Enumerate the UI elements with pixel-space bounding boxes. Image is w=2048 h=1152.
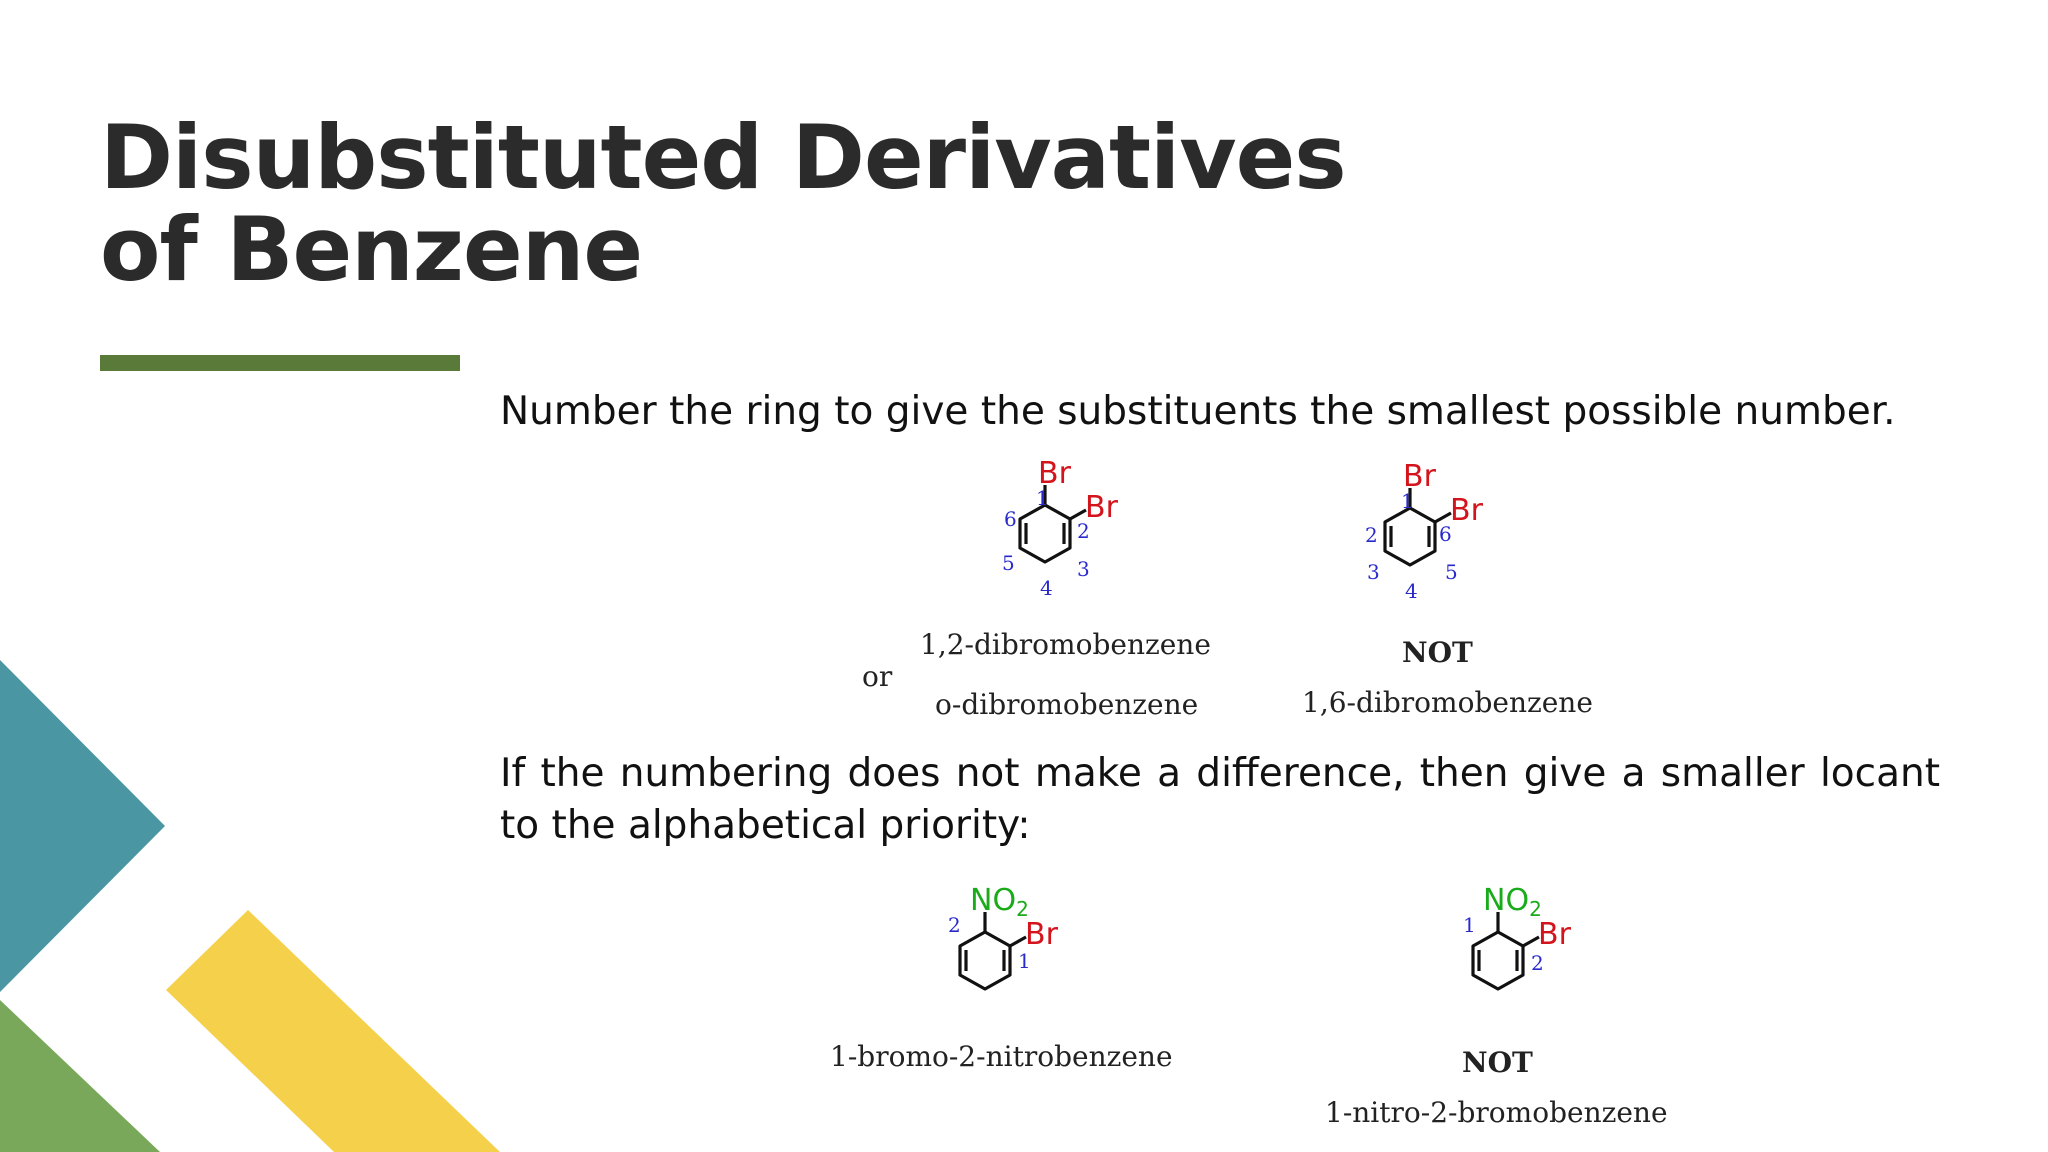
svg-text:3: 3	[1077, 557, 1090, 581]
name-1-6-dibromobenzene: 1,6-dibromobenzene	[1302, 686, 1593, 719]
molecule-1-nitro-2-bromobenzene	[1443, 880, 1623, 1030]
svg-text:5: 5	[1002, 551, 1015, 575]
nitro-group: $NO_2$	[970, 883, 1029, 921]
slide-title	[100, 106, 1346, 301]
svg-text:3: 3	[1367, 560, 1380, 584]
svg-text:2: 2	[1077, 519, 1090, 543]
not-label-2: NOT	[1462, 1046, 1533, 1079]
green-triangle	[0, 1000, 160, 1152]
bromine-atom-side: Br	[1450, 493, 1483, 528]
molecule-1-bromo-2-nitrobenzene	[930, 880, 1110, 1030]
nitro-group: $NO_2$	[1483, 883, 1542, 921]
svg-text:4: 4	[1040, 576, 1053, 600]
teal-chevron	[0, 660, 165, 992]
or-label: or	[862, 660, 893, 693]
svg-text:1: 1	[1463, 913, 1476, 937]
svg-text:2: 2	[1365, 523, 1378, 547]
name-1-2-dibromobenzene: 1,2-dibromobenzene	[920, 628, 1211, 661]
not-label-1: NOT	[1402, 636, 1473, 669]
svg-text:1: 1	[1018, 949, 1031, 973]
yellow-stripe	[166, 910, 500, 1152]
title-line-2: of Benzene	[100, 198, 643, 301]
bromine-atom-side: Br	[1085, 490, 1118, 525]
svg-text:2: 2	[1531, 951, 1544, 975]
svg-text:2: 2	[948, 913, 961, 937]
bromine-atom-top: Br	[1403, 459, 1436, 494]
bromine-atom: Br	[1538, 917, 1571, 952]
svg-text:1: 1	[1036, 486, 1049, 510]
molecule-1-6-dibromobenzene	[1355, 458, 1525, 618]
molecule-1-2-dibromobenzene	[990, 455, 1160, 615]
svg-text:4: 4	[1405, 579, 1418, 603]
title-line-1: Disubstituted Derivatives	[100, 106, 1346, 209]
svg-text:5: 5	[1445, 560, 1458, 584]
name-1-bromo-2-nitrobenzene: 1-bromo-2-nitrobenzene	[830, 1040, 1173, 1073]
bromine-atom: Br	[1025, 917, 1058, 952]
bromine-atom-top: Br	[1038, 456, 1071, 491]
title-accent-bar	[100, 355, 460, 371]
name-o-dibromobenzene: o-dibromobenzene	[935, 688, 1199, 721]
svg-text:6: 6	[1004, 507, 1017, 531]
rule-2-text: If the numbering does not make a difference, then give a smaller locant to the alphabetical priority:	[500, 751, 1940, 848]
name-1-nitro-2-bromobenzene: 1-nitro-2-bromobenzene	[1325, 1096, 1668, 1129]
svg-text:1: 1	[1401, 489, 1414, 513]
rule-1-text: Number the ring to give the substituents the smallest possible number.	[500, 389, 1896, 434]
svg-text:6: 6	[1439, 522, 1452, 546]
